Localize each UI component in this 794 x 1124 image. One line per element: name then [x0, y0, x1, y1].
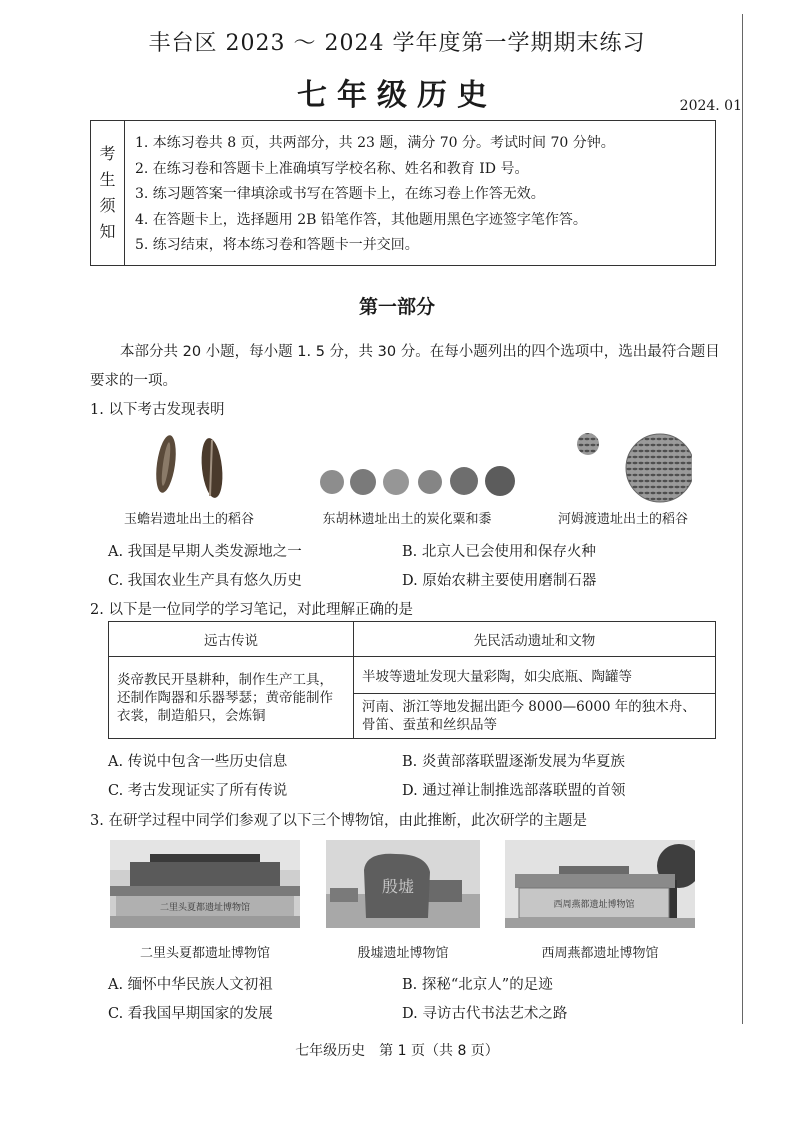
page-footer: 七年级历史 第 1 页（共 8 页） [295, 1043, 499, 1059]
table-cell-legend: 炎帝教民开垦耕种，制作生产工具，还制作陶器和乐器琴瑟；黄帝能制作衣裳，制造船只，会炼铜 [109, 657, 354, 739]
margin-line [742, 14, 743, 1024]
option-c[interactable]: C. 我国农业生产具有悠久历史 [108, 573, 302, 589]
notice-item: 2. 在练习卷和答题卡上准确填写学校名称、姓名和教育 ID 号。 [135, 160, 529, 177]
image-caption: 西周燕都遗址博物馆 [541, 946, 659, 961]
option-a[interactable]: A. 传说中包含一些历史信息 [108, 754, 288, 770]
option-d[interactable]: D. 原始农耕主要使用磨制石器 [402, 573, 597, 589]
exam-notice-box [90, 120, 716, 266]
study-notes-table [108, 621, 716, 739]
notice-label-char: 知 [99, 222, 116, 241]
option-a[interactable]: A. 缅怀中华民族人文初祖 [108, 977, 273, 993]
photo-sign-text: 二里头夏都遗址博物馆 [159, 903, 251, 913]
notice-item: 1. 本练习卷共 8 页，共两部分，共 23 题，满分 70 分。考试时间 70 分钟。 [135, 135, 615, 151]
notice-item: 3. 练习题答案一律填涂或书写在答题卡上，在练习卷上作答无效。 [135, 186, 545, 202]
option-d[interactable]: D. 通过禅让制推选部落联盟的首领 [402, 783, 626, 799]
notice-label [91, 121, 125, 265]
section-intro: 本部分共 20 小题，每小题 1. 5 分，共 30 分。在每小题列出的四个选项中，选出最符合题目要求的一项。 [90, 344, 720, 389]
option-a[interactable]: A. 我国是早期人类发源地之一 [108, 544, 302, 560]
table-header: 先民活动遗址和文物 [354, 622, 716, 657]
millet-grains-image [316, 460, 526, 502]
image-caption: 东胡林遗址出土的炭化粟和黍 [322, 512, 492, 527]
yandu-museum-photo [505, 840, 695, 928]
hemudu-rice-image [572, 430, 692, 504]
photo-stone-text: 殷墟 [381, 877, 415, 896]
option-c[interactable]: C. 看我国早期国家的发展 [108, 1006, 273, 1022]
notice-item: 5. 练习结束，将本练习卷和答题卡一并交回。 [135, 237, 419, 253]
notice-items [135, 131, 709, 259]
rice-grains-image [146, 432, 236, 504]
option-d[interactable]: D. 寻访古代书法艺术之路 [402, 1006, 568, 1022]
question-1-stem: 1. 以下考古发现表明 [90, 402, 225, 418]
erlitou-museum-photo [110, 840, 300, 928]
photo-sign-text: 西周燕都遗址博物馆 [553, 900, 635, 910]
subject-title: 七年级历史 [297, 78, 497, 113]
table-cell-relic: 半坡等遗址发现大量彩陶，如尖底瓶、陶罐等 [354, 657, 716, 694]
exam-date: 2024. 01 [679, 98, 742, 114]
option-b[interactable]: B. 炎黄部落联盟逐渐发展为华夏族 [402, 754, 625, 770]
image-caption: 玉蟾岩遗址出土的稻谷 [123, 512, 254, 527]
option-c[interactable]: C. 考古发现证实了所有传说 [108, 783, 288, 799]
image-caption: 河姆渡遗址出土的稻谷 [557, 512, 688, 527]
image-caption: 殷墟遗址博物馆 [357, 946, 449, 961]
option-b[interactable]: B. 北京人已会使用和保存火种 [402, 544, 596, 560]
notice-item: 4. 在答题卡上，选择题用 2B 铅笔作答，其他题用黑色字迹签字笔作答。 [135, 211, 587, 228]
question-3-stem: 3. 在研学过程中同学们参观了以下三个博物馆，由此推断，此次研学的主题是 [90, 813, 587, 829]
notice-label-char: 生 [99, 170, 116, 189]
exam-title: 丰台区 2023 ～ 2024 学年度第一学期期末练习 [148, 31, 646, 56]
table-cell-relic: 河南、浙江等地发掘出距今 8000—6000 年的独木舟、骨笛、蚕茧和丝织品等 [354, 694, 716, 739]
yinxu-museum-photo [326, 840, 480, 928]
table-header: 远古传说 [109, 622, 354, 657]
image-caption: 二里头夏都遗址博物馆 [139, 946, 270, 961]
notice-label-char: 须 [99, 196, 116, 215]
question-2-stem: 2. 以下是一位同学的学习笔记，对此理解正确的是 [90, 602, 413, 618]
option-b[interactable]: B. 探秘“北京人”的足迹 [402, 977, 553, 993]
notice-label-char: 考 [99, 144, 116, 163]
section-title: 第一部分 [358, 296, 435, 318]
